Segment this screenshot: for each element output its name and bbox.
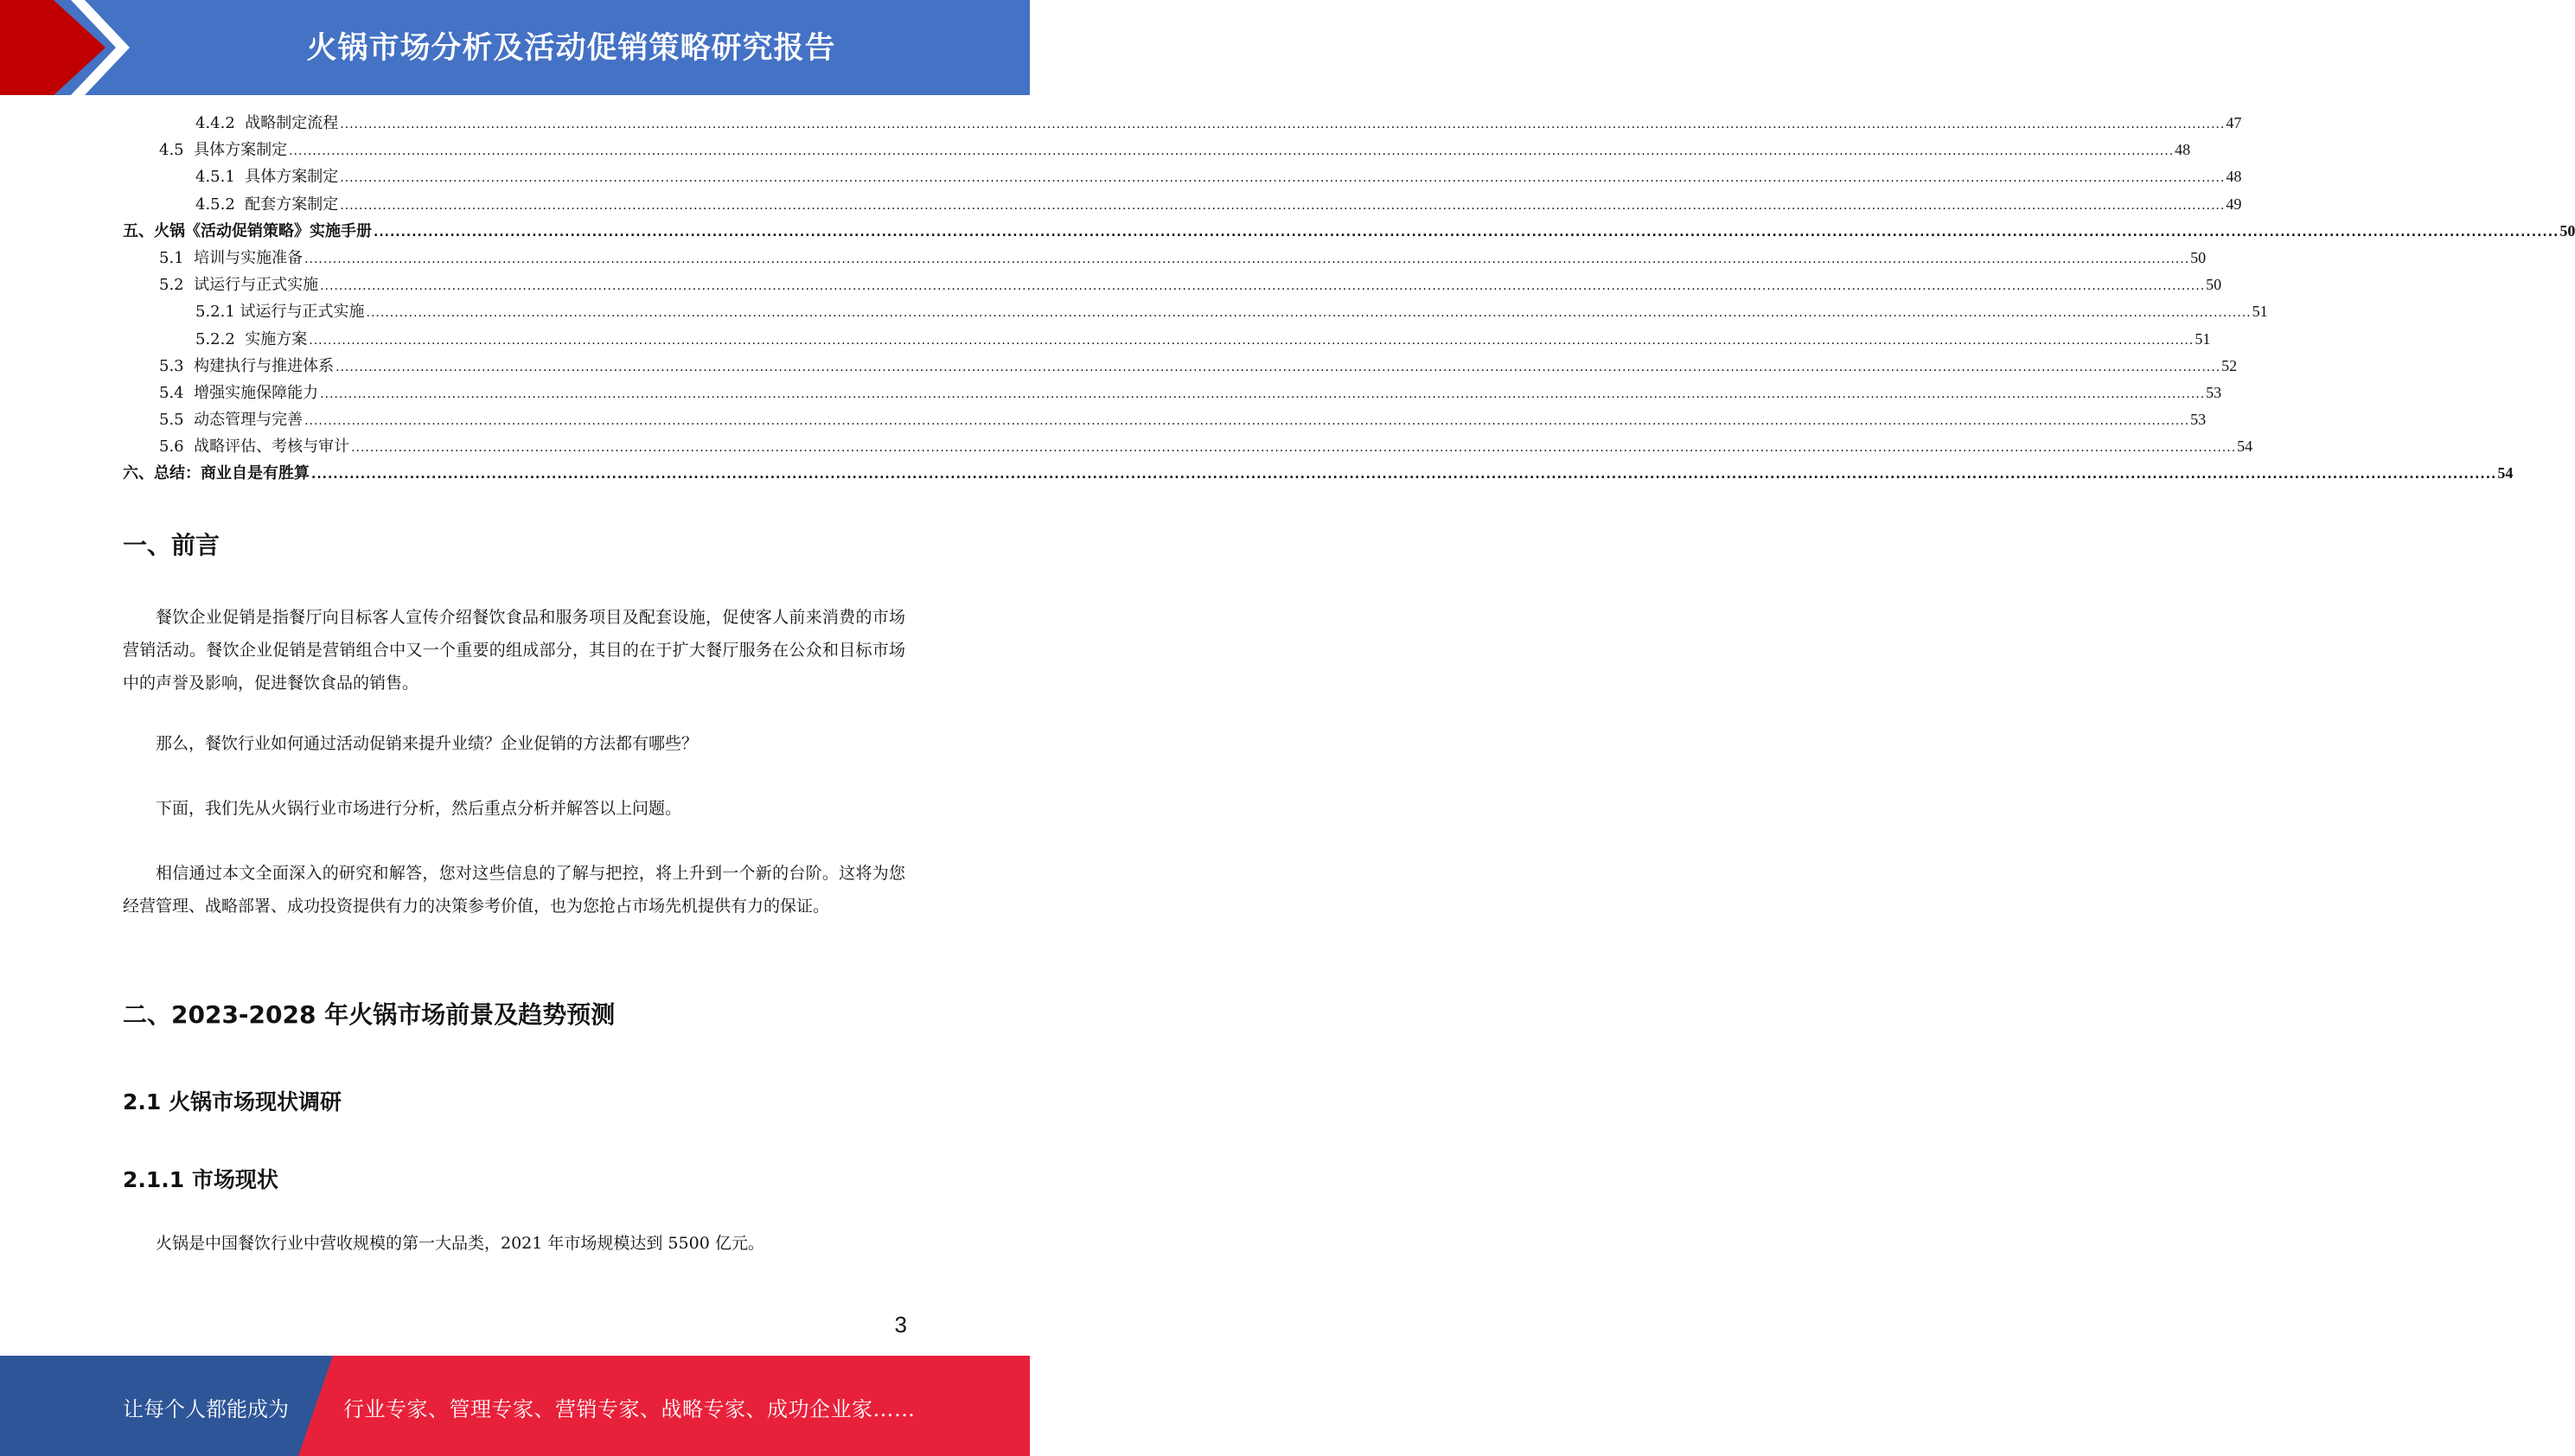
toc-entry-page: 50 [2206, 276, 2222, 294]
toc-entry-page: 51 [2195, 329, 2211, 348]
toc-leader-dots: ................................................................................................................................................................................................................................................................................................................................................................................................................ [374, 225, 2559, 239]
toc-entry[interactable] [123, 380, 2222, 407]
preface-paragraph-4: 相信通过本文全面深入的研究和解答，您对这些信息的了解与把控，将上升到一个新的台阶。这将为您经营管理、战略部署、成功投资提供有力的决策参考价值，也为您抢占市场先机提供有力的保证。 [123, 864, 905, 916]
toc-entry-number: 5.6 [159, 437, 195, 457]
toc-leader-dots: ................................................................................................................................................................................................................................................................................................................................................................................................................ [304, 414, 2190, 429]
toc-leader-dots: ................................................................................................................................................................................................................................................................................................................................................................................................................ [340, 198, 2226, 213]
toc-leader-dots: ................................................................................................................................................................................................................................................................................................................................................................................................................ [309, 333, 2195, 348]
toc-entry-number: 4.4.2 [195, 114, 246, 132]
section-2-1-1-paragraph: 火锅是中国餐饮行业中营收规模的第一大品类，2021 年市场规模达到 5500 亿元。 [156, 1234, 764, 1253]
toc-entry-text: 六、总结：商业自是有胜算 [123, 464, 310, 483]
toc-entry-page: 54 [2497, 464, 2514, 482]
toc-leader-dots: ................................................................................................................................................................................................................................................................................................................................................................................................................ [311, 468, 2497, 482]
toc-entry-number: 5.3 [159, 356, 195, 375]
toc-entry-number: 5.1 [159, 248, 195, 267]
toc-leader-dots: ................................................................................................................................................................................................................................................................................................................................................................................................................ [340, 171, 2226, 186]
toc-entry-text: 增强实施保障能力 [194, 383, 319, 402]
toc-entry-page: 47 [2226, 114, 2242, 131]
chapter-2-title: 二、2023-2028 年火锅市场前景及趋势预测 [123, 1000, 616, 1029]
section-2-1-title: 2.1 火锅市场现状调研 [123, 1089, 342, 1114]
toc-entry[interactable] [123, 219, 2575, 246]
toc-entry-text: 试运行与正式实施 [194, 276, 319, 295]
toc-entry-text: 配套方案制定 [245, 195, 339, 214]
section-2-1-1-title: 2.1.1 市场现状 [123, 1167, 278, 1192]
toc-entry-text: 具体方案制定 [245, 168, 339, 187]
preface-paragraph-3: 下面，我们先从火锅行业市场进行分析，然后重点分析并解答以上问题。 [156, 799, 682, 818]
toc-entry-page: 53 [2206, 383, 2222, 401]
toc-entry-number: 5.5 [159, 411, 195, 430]
toc-entry-text: 战略评估、考核与审计 [194, 437, 350, 457]
footer-slogan-right: 行业专家、管理专家、营销专家、战略专家、成功企业家…… [343, 1397, 916, 1421]
toc-entry-page: 53 [2190, 411, 2207, 429]
toc-entry-page: 52 [2221, 356, 2238, 374]
toc-entry[interactable] [123, 246, 2207, 272]
toc-entry-number: 4.5 [159, 141, 195, 160]
page-number: 3 [894, 1312, 907, 1338]
toc-entry[interactable] [123, 164, 2242, 191]
toc-leader-dots: ................................................................................................................................................................................................................................................................................................................................................................................................................ [340, 118, 2226, 131]
toc-entry[interactable] [123, 407, 2207, 434]
toc-entry-text: 构建执行与推进体系 [194, 356, 335, 375]
toc-entry-text: 五、火锅《活动促销策略》实施手册 [123, 221, 372, 240]
toc-leader-dots: ................................................................................................................................................................................................................................................................................................................................................................................................................ [320, 279, 2206, 294]
toc-entry-text: 具体方案制定 [194, 141, 288, 160]
table-of-contents [123, 111, 2575, 489]
page-header [0, 0, 1030, 95]
toc-leader-dots: ................................................................................................................................................................................................................................................................................................................................................................................................................ [351, 441, 2237, 456]
toc-leader-dots: ................................................................................................................................................................................................................................................................................................................................................................................................................ [366, 306, 2252, 321]
toc-entry[interactable] [123, 299, 2268, 326]
toc-entry-page: 49 [2226, 195, 2242, 213]
toc-entry[interactable] [123, 272, 2222, 299]
preface-paragraph-2: 那么，餐饮行业如何通过活动促销来提升业绩？企业促销的方法都有哪些？ [156, 734, 699, 753]
toc-entry[interactable] [123, 354, 2238, 380]
toc-entry-number: 5.2 [159, 276, 195, 295]
toc-entry[interactable] [123, 137, 2191, 164]
footer-slogan-left: 让每个人都能成为 [123, 1397, 289, 1421]
toc-entry-page: 48 [2226, 168, 2242, 186]
toc-entry-text: 动态管理与完善 [194, 411, 304, 430]
toc-entry-text: 培训与实施准备 [194, 248, 304, 267]
page-footer [0, 1356, 1030, 1456]
toc-leader-dots: ................................................................................................................................................................................................................................................................................................................................................................................................................ [304, 252, 2190, 266]
toc-entry[interactable] [123, 461, 2514, 488]
toc-entry-text: 实施方案 [245, 329, 308, 348]
toc-entry[interactable] [123, 327, 2211, 354]
toc-entry-number: 4.5.2 [195, 195, 246, 214]
toc-entry[interactable] [123, 111, 2242, 137]
toc-entry-number: 4.5.1 [195, 168, 246, 187]
toc-entry-page: 50 [2190, 248, 2207, 266]
toc-entry-page: 54 [2237, 437, 2253, 456]
report-title: 火锅市场分析及活动促销策略研究报告 [306, 31, 836, 66]
toc-entry[interactable] [123, 192, 2242, 219]
toc-leader-dots: ................................................................................................................................................................................................................................................................................................................................................................................................................ [335, 360, 2221, 374]
toc-entry-number: 5.2.2 [195, 329, 246, 348]
toc-entry[interactable] [123, 434, 2253, 461]
section-title-preface: 一、前言 [123, 531, 220, 559]
toc-entry-page: 51 [2252, 303, 2268, 321]
toc-entry-text: 试运行与正式实施 [240, 303, 365, 322]
toc-entry-number: 5.4 [159, 383, 195, 402]
toc-entry-number: 5.2.1 [195, 303, 240, 322]
toc-entry-text: 战略制定流程 [245, 114, 339, 132]
toc-entry-page: 48 [2175, 141, 2191, 159]
toc-leader-dots: ................................................................................................................................................................................................................................................................................................................................................................................................................ [320, 386, 2206, 401]
preface-paragraph-1: 餐饮企业促销是指餐厅向目标客人宣传介绍餐饮食品和服务项目及配套设施，促使客人前来消费的市场营销活动。餐饮企业促销是营销组合中又一个重要的组成部分，其目的在于扩大餐厅服务在公众和目标市场中的声誉及影响，促进餐饮食品的销售。 [123, 608, 905, 693]
toc-leader-dots: ................................................................................................................................................................................................................................................................................................................................................................................................................ [289, 144, 2175, 159]
toc-entry-page: 50 [2559, 221, 2575, 239]
